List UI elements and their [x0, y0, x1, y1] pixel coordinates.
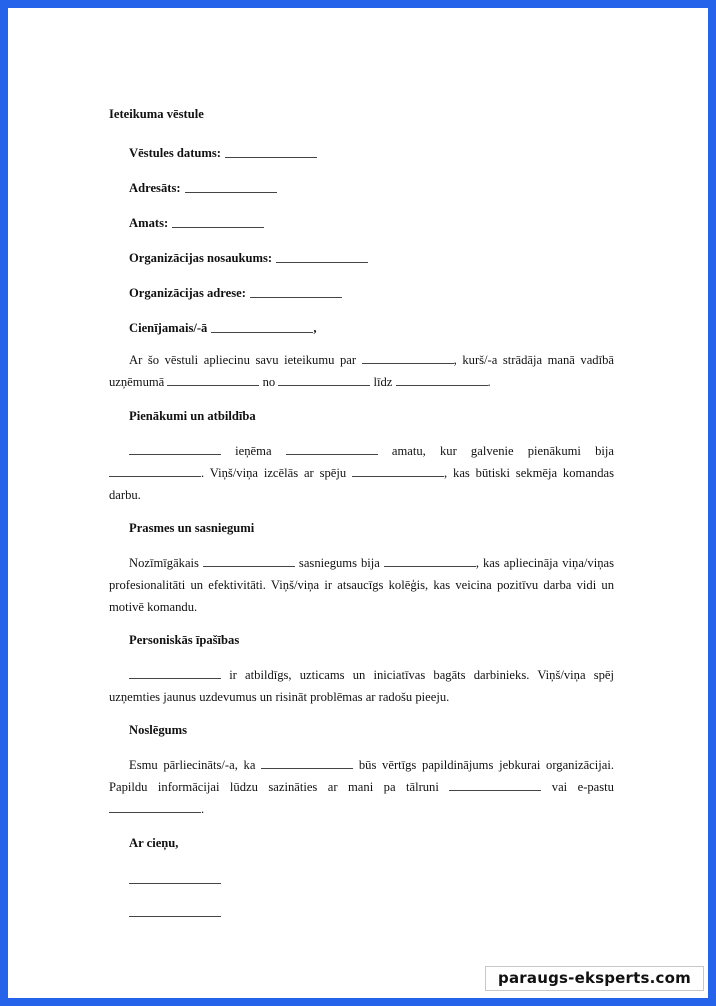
blank-conclusion-name[interactable] — [261, 756, 353, 769]
blank-email[interactable] — [109, 800, 201, 813]
intro-paragraph — [109, 349, 614, 393]
blank-organization-name[interactable] — [276, 248, 368, 263]
intro-text-4: līdz — [373, 375, 393, 389]
closing: Ar cieņu, — [129, 836, 179, 850]
field-organization-address — [109, 283, 614, 318]
conclusion-paragraph — [109, 754, 614, 820]
blank-salutation-name[interactable] — [211, 318, 313, 333]
intro-text-5: . — [487, 375, 491, 389]
duties-text-3: . Viņš/viņa izcēlās ar spēju — [201, 466, 347, 480]
personal-paragraph — [109, 664, 614, 708]
blank-company[interactable] — [167, 373, 259, 386]
signature-line-2[interactable] — [129, 904, 221, 917]
blank-end-date[interactable] — [396, 373, 488, 386]
salutation-label: Cienījamais/-ā — [129, 321, 208, 335]
skills-text-3: , kas apliecināja viņa/viņas profesionalitāti un efektivitāti. Viņš/viņa ir atsaucīgs kolēģis, kas veicina pozitīvu darba vidi un motivē komandu. — [109, 556, 615, 614]
skills-text-2: sasniegums bija — [298, 556, 380, 570]
skills-text-1: Nozīmīgākais — [129, 556, 199, 570]
document-page — [8, 8, 708, 998]
section-heading-personal: Personiskās īpašības — [129, 633, 240, 647]
blank-candidate-name[interactable] — [362, 351, 454, 364]
letter-body — [109, 104, 614, 917]
conclusion-text-3: vai e-pastu — [551, 780, 614, 794]
field-organization-name — [109, 248, 614, 283]
personal-text-1: ir atbildīgs, uzticams un iniciatīvas bagāts darbinieks. Viņš/viņa spēj uzņemties jaunus uzdevumus un risināt problēmas ar radošu pieeju. — [109, 668, 614, 704]
field-position — [109, 213, 614, 248]
field-label: Organizācijas nosaukums: — [129, 251, 273, 265]
intro-text-3: no — [262, 375, 276, 389]
blank-letter-date[interactable] — [225, 143, 317, 158]
duties-text-1: ieņēma — [235, 444, 272, 458]
duties-text-2: amatu, kur galvenie pienākumi bija — [391, 444, 614, 458]
signature-line-1[interactable] — [129, 871, 221, 884]
conclusion-text-4: . — [201, 802, 205, 816]
field-label: Adresāts: — [129, 181, 181, 195]
intro-text-2: , kurš/-a strādāja manā vadībā uzņēmumā — [109, 353, 614, 389]
salutation-comma: , — [313, 321, 317, 335]
blank-personal-name[interactable] — [129, 666, 221, 679]
field-addressee — [109, 178, 614, 213]
blank-position[interactable] — [172, 213, 264, 228]
salutation — [109, 318, 614, 349]
field-letter-date — [109, 143, 614, 178]
blank-addressee[interactable] — [185, 178, 277, 193]
blank-skills-achievement-type[interactable] — [203, 554, 295, 567]
field-label: Amats: — [129, 216, 169, 230]
section-heading-conclusion: Noslēgums — [129, 723, 188, 737]
duties-paragraph — [109, 440, 614, 506]
intro-text-1: Ar šo vēstuli apliecinu savu ieteikumu par — [129, 353, 357, 367]
field-label: Organizācijas adrese: — [129, 286, 246, 300]
letter-title: Ieteikuma vēstule — [109, 107, 204, 121]
section-heading-duties: Pienākumi un atbildība — [129, 409, 256, 423]
blank-duties-position[interactable] — [286, 442, 378, 455]
blank-skills-achievement[interactable] — [384, 554, 476, 567]
blank-organization-address[interactable] — [250, 283, 342, 298]
duties-text-4: , kas būtiski sekmēja komandas darbu. — [109, 466, 614, 502]
blank-duties-list[interactable] — [109, 464, 201, 477]
watermark-label: paraugs-eksperts.com — [485, 966, 704, 991]
blank-duties-name[interactable] — [129, 442, 221, 455]
conclusion-text-1: Esmu pārliecināts/-a, ka — [129, 758, 256, 772]
blank-start-date[interactable] — [278, 373, 370, 386]
section-heading-skills: Prasmes un sasniegumi — [129, 521, 255, 535]
skills-paragraph — [109, 552, 614, 618]
blank-phone[interactable] — [449, 778, 541, 791]
conclusion-text-2: būs vērtīgs papildinājums jebkurai organizācijai. Papildu informācijai lūdzu sazināties ar mani pa tālruni — [109, 758, 614, 794]
field-label: Vēstules datums: — [129, 146, 222, 160]
blank-duties-skill[interactable] — [352, 464, 444, 477]
